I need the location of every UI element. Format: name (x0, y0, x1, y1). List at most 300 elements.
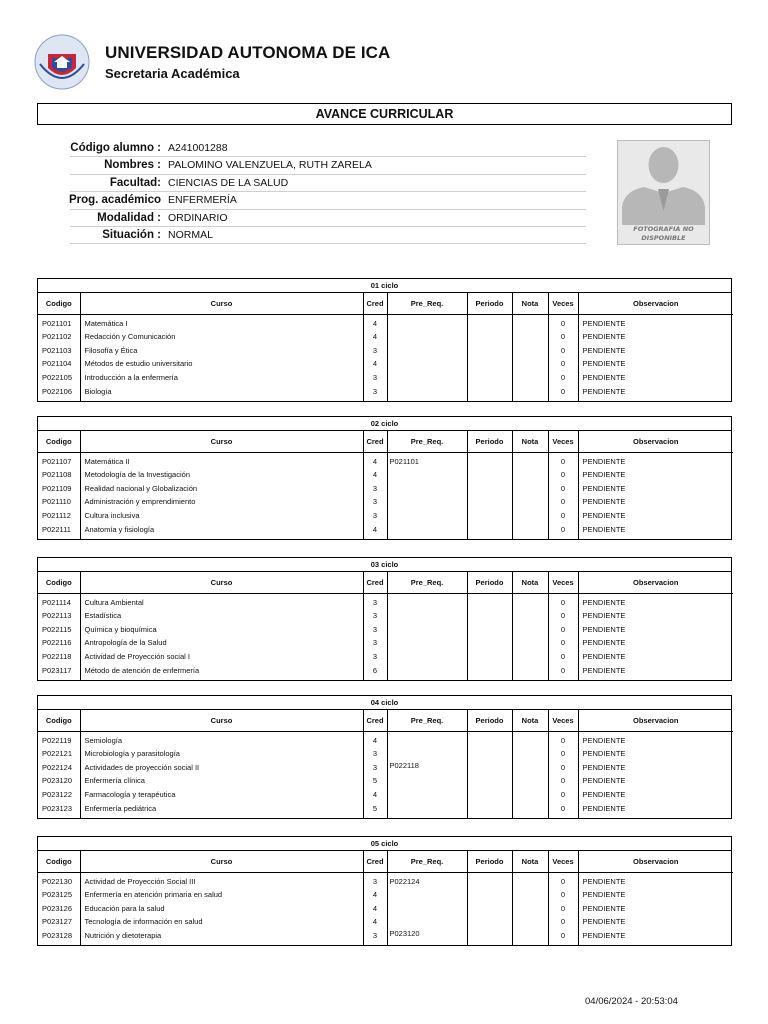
course-cell (387, 330, 467, 344)
course-cell: P023126 (38, 902, 80, 916)
course-cell (387, 731, 467, 747)
column-header: Pre_Req. (387, 293, 467, 314)
course-cell (467, 774, 512, 788)
course-cell (512, 468, 548, 482)
course-cell (467, 650, 512, 664)
course-cell: Antropología de la Salud (80, 636, 363, 650)
university-name: UNIVERSIDAD AUTONOMA DE ICA (105, 43, 391, 62)
column-header: Codigo (38, 572, 80, 593)
course-cell (467, 788, 512, 802)
course-cell (387, 593, 467, 609)
course-cell (467, 888, 512, 902)
course-cell: 0 (548, 915, 578, 929)
course-cell: PENDIENTE (582, 345, 626, 355)
course-cell: 3 (363, 623, 387, 637)
course-cell (467, 371, 512, 385)
course-cell: P021107 (38, 452, 80, 468)
course-row (38, 468, 733, 482)
course-row (38, 495, 733, 509)
course-cell: PENDIENTE (582, 511, 626, 521)
course-cell: Redacción y Comunicación (80, 330, 363, 344)
course-cell (512, 902, 548, 916)
course-cell: 3 (363, 344, 387, 358)
course-cell: PENDIENTE (582, 917, 626, 927)
column-header: Codigo (38, 710, 80, 731)
course-row (38, 788, 733, 802)
course-cell: PENDIENTE (582, 876, 626, 886)
course-cell: 5 (363, 802, 387, 818)
course-cell: P021103 (38, 344, 80, 358)
column-header: Cred (363, 572, 387, 593)
course-cell: PENDIENTE (582, 597, 626, 607)
course-cell: P022118 (38, 650, 80, 664)
course-row (38, 731, 733, 747)
course-cell: P023128 (38, 929, 80, 945)
course-cell: Educación para la salud (80, 902, 363, 916)
cycle-section (37, 557, 732, 681)
course-cell (387, 314, 467, 330)
column-header: Pre_Req. (387, 851, 467, 872)
course-cell: P022111 (38, 523, 80, 539)
course-cell: P021109 (38, 482, 80, 496)
course-cell: P023127 (38, 915, 80, 929)
course-cell: 0 (548, 664, 578, 680)
course-cell: P021114 (38, 593, 80, 609)
column-header: Observacion (578, 851, 733, 872)
column-header: Observacion (578, 710, 733, 731)
cycle-title: 03 ciclo (38, 558, 731, 572)
course-cell: Estadística (80, 609, 363, 623)
course-cell: P022116 (38, 636, 80, 650)
cycle-section (37, 695, 732, 819)
course-cell (467, 344, 512, 358)
course-cell: P021112 (38, 509, 80, 523)
column-header: Cred (363, 431, 387, 452)
course-cell: 4 (363, 330, 387, 344)
column-header: Nota (512, 851, 548, 872)
course-cell (512, 915, 548, 929)
course-cell (387, 774, 467, 788)
course-cell: PENDIENTE (582, 386, 626, 396)
course-cell: 4 (363, 788, 387, 802)
course-cell (387, 357, 467, 371)
course-table (38, 431, 733, 539)
course-cell: Método de atención de enfermería (80, 664, 363, 680)
column-header: Pre_Req. (387, 572, 467, 593)
course-cell: 0 (548, 385, 578, 401)
course-cell: 0 (548, 788, 578, 802)
course-cell: Administración y emprendimiento (80, 495, 363, 509)
info-label: Situación : (102, 228, 161, 241)
cycle-title: 05 ciclo (38, 837, 731, 851)
photo-caption: FOTOGRAFIA NO DISPONIBLE (633, 225, 694, 242)
course-cell: 4 (363, 452, 387, 468)
course-cell (387, 609, 467, 623)
course-row (38, 623, 733, 637)
course-cell (467, 731, 512, 747)
course-cell: P021102 (38, 330, 80, 344)
course-cell: Filosofía y Ética (80, 344, 363, 358)
course-cell: PENDIENTE (582, 665, 626, 675)
course-cell (467, 929, 512, 945)
course-row (38, 330, 733, 344)
student-info-row (70, 210, 586, 227)
print-timestamp: 04/06/2024 - 20:53:04 (585, 996, 678, 1007)
course-cell: P023122 (38, 788, 80, 802)
course-row (38, 509, 733, 523)
cycle-title: 02 ciclo (38, 417, 731, 431)
column-header: Periodo (467, 710, 512, 731)
course-cell (467, 593, 512, 609)
course-cell: PENDIENTE (582, 762, 626, 772)
column-header: Veces (548, 851, 578, 872)
course-cell: Cultura Ambiental (80, 593, 363, 609)
course-row (38, 747, 733, 761)
course-cell: P022115 (38, 623, 80, 637)
course-cell (467, 330, 512, 344)
course-row (38, 761, 733, 775)
column-header: Veces (548, 710, 578, 731)
course-cell (387, 636, 467, 650)
column-header: Cred (363, 293, 387, 314)
info-value: A241001288 (168, 142, 228, 154)
column-header: Codigo (38, 851, 80, 872)
course-cell: 0 (548, 929, 578, 945)
column-header: Curso (80, 431, 363, 452)
course-row (38, 774, 733, 788)
course-cell: 0 (548, 495, 578, 509)
course-cell (467, 482, 512, 496)
course-cell (467, 609, 512, 623)
course-cell (512, 788, 548, 802)
course-cell (512, 636, 548, 650)
course-cell (387, 664, 467, 680)
course-cell: PENDIENTE (582, 331, 626, 341)
course-row (38, 344, 733, 358)
course-table (38, 572, 733, 680)
course-cell: 4 (363, 357, 387, 371)
course-cell (467, 915, 512, 929)
course-cell (512, 371, 548, 385)
course-cell: 3 (363, 650, 387, 664)
course-cell: P022121 (38, 747, 80, 761)
course-cell: PENDIENTE (582, 610, 626, 620)
course-cell: P022113 (38, 609, 80, 623)
column-header: Codigo (38, 293, 80, 314)
course-cell (467, 802, 512, 818)
column-header: Cred (363, 851, 387, 872)
course-cell: PENDIENTE (582, 735, 626, 745)
course-row (38, 482, 733, 496)
course-cell: 0 (548, 731, 578, 747)
column-header: Curso (80, 293, 363, 314)
column-header: Periodo (467, 851, 512, 872)
column-header: Veces (548, 293, 578, 314)
column-header: Curso (80, 710, 363, 731)
course-cell: Metodología de la Investigación (80, 468, 363, 482)
person-silhouette-icon (618, 141, 709, 225)
cycle-title: 01 ciclo (38, 279, 731, 293)
course-cell (387, 802, 467, 818)
course-cell (512, 495, 548, 509)
course-cell: 4 (363, 468, 387, 482)
course-cell (467, 623, 512, 637)
info-value: NORMAL (168, 228, 213, 241)
info-label: Facultad: (109, 176, 161, 189)
course-cell: P023120 (387, 929, 467, 945)
course-cell (387, 623, 467, 637)
course-cell: P023120 (38, 774, 80, 788)
column-header: Periodo (467, 572, 512, 593)
course-cell: P023117 (38, 664, 80, 680)
student-photo-placeholder (617, 140, 710, 245)
course-cell: 0 (548, 593, 578, 609)
course-cell: Tecnología de información en salud (80, 915, 363, 929)
course-cell (512, 774, 548, 788)
course-cell: PENDIENTE (582, 931, 626, 941)
course-cell: 4 (363, 314, 387, 330)
course-row (38, 650, 733, 664)
student-info-row (70, 157, 586, 174)
course-cell: 0 (548, 468, 578, 482)
info-value: ENFERMERÍA (168, 194, 237, 207)
course-cell: 3 (363, 636, 387, 650)
course-cell: PENDIENTE (582, 803, 626, 813)
course-cell: P022130 (38, 872, 80, 888)
course-cell (467, 357, 512, 371)
course-cell (387, 385, 467, 401)
course-cell: PENDIENTE (582, 524, 626, 534)
course-cell: Matemática I (80, 314, 363, 330)
course-cell: 4 (363, 523, 387, 539)
course-cell (512, 747, 548, 761)
course-row (38, 872, 733, 888)
course-cell: 0 (548, 623, 578, 637)
course-cell (512, 314, 548, 330)
column-header: Nota (512, 710, 548, 731)
course-cell (387, 650, 467, 664)
course-cell: P021108 (38, 468, 80, 482)
column-header: Nota (512, 293, 548, 314)
course-cell (387, 344, 467, 358)
course-cell: PENDIENTE (582, 483, 626, 493)
course-cell (467, 385, 512, 401)
column-header: Codigo (38, 431, 80, 452)
course-cell: P022106 (38, 385, 80, 401)
course-cell (512, 888, 548, 902)
course-cell (512, 929, 548, 945)
course-cell: Anatomía y fisiología (80, 523, 363, 539)
course-cell: 0 (548, 314, 578, 330)
course-cell: PENDIENTE (582, 903, 626, 913)
course-row (38, 915, 733, 929)
student-info-row (70, 175, 586, 192)
column-header: Cred (363, 710, 387, 731)
course-row (38, 357, 733, 371)
course-cell (467, 747, 512, 761)
course-cell: Actividad de Proyección social I (80, 650, 363, 664)
course-cell: Biología (80, 385, 363, 401)
course-cell (467, 509, 512, 523)
course-cell (512, 872, 548, 888)
course-cell (467, 902, 512, 916)
course-cell: 3 (363, 495, 387, 509)
course-cell (387, 915, 467, 929)
course-cell: 0 (548, 650, 578, 664)
course-cell: 4 (363, 731, 387, 747)
course-cell: PENDIENTE (582, 497, 626, 507)
course-table (38, 851, 733, 945)
course-cell (512, 523, 548, 539)
course-cell (512, 802, 548, 818)
course-cell (467, 761, 512, 775)
course-cell (512, 664, 548, 680)
course-cell: Enfermería clínica (80, 774, 363, 788)
course-row (38, 888, 733, 902)
info-value: CIENCIAS DE LA SALUD (168, 176, 289, 189)
course-cell (467, 636, 512, 650)
department-name: Secretaria Académica (105, 66, 240, 81)
report-title: AVANCE CURRICULAR (37, 103, 732, 125)
course-cell (512, 623, 548, 637)
info-value: ORDINARIO (168, 211, 228, 224)
course-cell: 0 (548, 888, 578, 902)
column-header: Observacion (578, 572, 733, 593)
course-cell: PENDIENTE (582, 652, 626, 662)
course-cell: 3 (363, 385, 387, 401)
course-cell: P021110 (38, 495, 80, 509)
course-cell: Enfermería pediátrica (80, 802, 363, 818)
course-cell: PENDIENTE (582, 776, 626, 786)
column-header: Observacion (578, 431, 733, 452)
student-info-row (70, 192, 586, 209)
course-row (38, 929, 733, 945)
course-row (38, 523, 733, 539)
column-header: Curso (80, 572, 363, 593)
course-cell: 0 (548, 902, 578, 916)
column-header: Periodo (467, 431, 512, 452)
course-cell: P022105 (38, 371, 80, 385)
course-cell: 5 (363, 774, 387, 788)
course-cell: 0 (548, 761, 578, 775)
course-row (38, 314, 733, 330)
course-row (38, 371, 733, 385)
course-cell (387, 482, 467, 496)
course-cell: Métodos de estudio universitario (80, 357, 363, 371)
course-cell (512, 330, 548, 344)
column-header: Periodo (467, 293, 512, 314)
course-cell: Matemática II (80, 452, 363, 468)
course-cell: 0 (548, 357, 578, 371)
page-header (34, 34, 734, 94)
course-cell: 3 (363, 929, 387, 945)
course-row (38, 452, 733, 468)
column-header: Pre_Req. (387, 710, 467, 731)
course-cell: 0 (548, 802, 578, 818)
course-cell: PENDIENTE (582, 469, 626, 479)
course-cell (512, 731, 548, 747)
course-cell (387, 495, 467, 509)
course-cell: 3 (363, 747, 387, 761)
university-logo (34, 34, 90, 90)
info-label: Código alumno : (70, 142, 161, 154)
course-cell (387, 523, 467, 539)
column-header: Nota (512, 572, 548, 593)
course-cell: P021101 (387, 452, 467, 468)
course-cell: P023123 (38, 802, 80, 818)
course-row (38, 385, 733, 401)
course-cell (467, 452, 512, 468)
course-cell: PENDIENTE (582, 889, 626, 899)
course-cell (387, 509, 467, 523)
course-cell (512, 761, 548, 775)
course-cell (512, 650, 548, 664)
course-cell (467, 523, 512, 539)
info-label: Prog. académico (68, 194, 161, 207)
course-table (38, 293, 733, 401)
course-cell: 3 (363, 761, 387, 775)
course-row (38, 593, 733, 609)
course-table (38, 710, 733, 818)
course-cell (467, 468, 512, 482)
course-cell: 3 (363, 509, 387, 523)
course-cell (387, 468, 467, 482)
course-cell (467, 664, 512, 680)
course-cell: PENDIENTE (582, 373, 626, 383)
course-row (38, 636, 733, 650)
column-header: Observacion (578, 293, 733, 314)
column-header: Veces (548, 572, 578, 593)
student-info-row (70, 227, 586, 244)
course-cell (512, 385, 548, 401)
course-cell: PENDIENTE (582, 359, 626, 369)
course-cell: Actividades de proyección social II (80, 761, 363, 775)
course-cell: Microbiología y parasitología (80, 747, 363, 761)
course-cell: P022119 (38, 731, 80, 747)
course-cell: P023125 (38, 888, 80, 902)
course-cell: PENDIENTE (582, 456, 626, 466)
course-cell: PENDIENTE (582, 748, 626, 758)
course-cell: 3 (363, 609, 387, 623)
course-row (38, 802, 733, 818)
course-cell (512, 357, 548, 371)
course-cell: PENDIENTE (582, 790, 626, 800)
course-cell: 0 (548, 636, 578, 650)
course-cell: 6 (363, 664, 387, 680)
course-cell (467, 872, 512, 888)
course-cell (512, 609, 548, 623)
course-cell (387, 788, 467, 802)
cycle-title: 04 ciclo (38, 696, 731, 710)
course-cell (512, 593, 548, 609)
student-info-row (70, 140, 586, 157)
info-label: Modalidad : (97, 211, 161, 224)
course-cell: 0 (548, 872, 578, 888)
course-cell (512, 509, 548, 523)
course-cell (512, 452, 548, 468)
course-cell: 0 (548, 344, 578, 358)
course-cell: 0 (548, 509, 578, 523)
course-cell: Actividad de Proyección Social III (80, 872, 363, 888)
course-row (38, 902, 733, 916)
course-cell (512, 482, 548, 496)
column-header: Pre_Req. (387, 431, 467, 452)
course-row (38, 609, 733, 623)
course-cell: 4 (363, 902, 387, 916)
student-info (70, 140, 586, 244)
course-cell: 0 (548, 452, 578, 468)
course-cell: P021101 (38, 314, 80, 330)
